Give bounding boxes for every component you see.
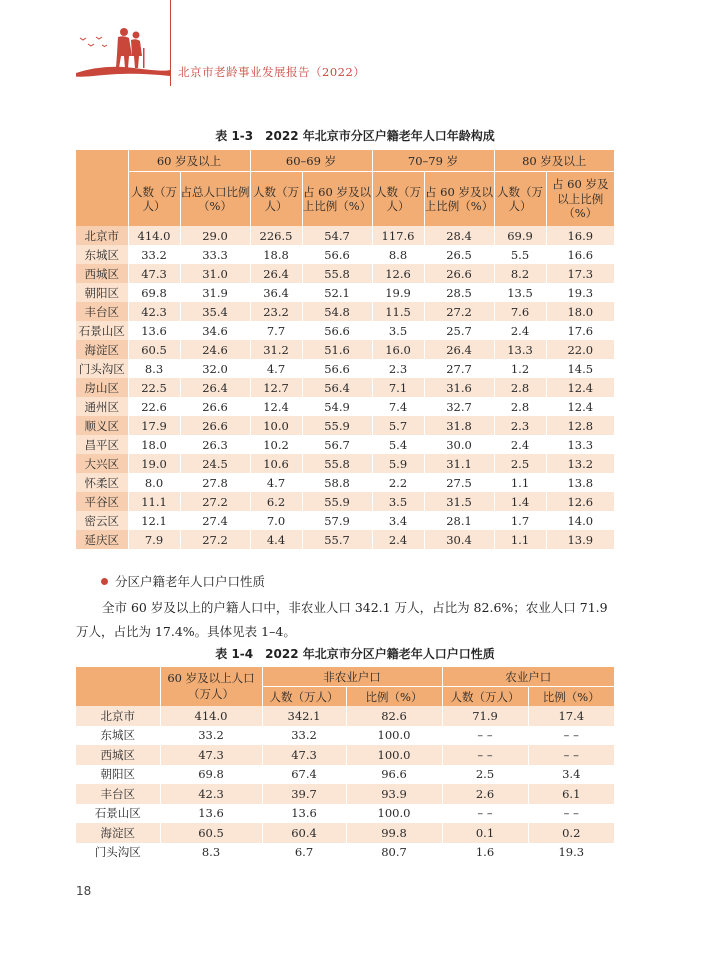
row-label: 门头沟区 — [76, 359, 128, 378]
table-cell: 1.6 — [442, 843, 528, 863]
table-cell: 35.4 — [180, 302, 250, 321]
table-cell: 24.5 — [180, 454, 250, 473]
table-cell: 39.7 — [262, 784, 346, 804]
table-cell: 6.7 — [262, 843, 346, 863]
table-cell: 27.2 — [180, 492, 250, 511]
row-label: 延庆区 — [76, 530, 128, 549]
row-label: 昌平区 — [76, 435, 128, 454]
table-cell: 36.4 — [250, 283, 302, 302]
table-cell: 7.4 — [372, 397, 424, 416]
table-cell: 55.8 — [302, 264, 372, 283]
table-1-3-caption: 表 1-3 2022 年北京市分区户籍老年人口年龄构成 — [215, 129, 495, 143]
table-row — [76, 378, 614, 397]
table-row — [76, 765, 614, 785]
column-header: 占 60 岁及以上比例（%） — [424, 172, 494, 227]
table-row — [76, 511, 614, 530]
table-cell: 26.4 — [180, 378, 250, 397]
table-cell: 27.2 — [180, 530, 250, 549]
row-label: 丰台区 — [76, 302, 128, 321]
table-cell: – – — [442, 726, 528, 746]
table-cell: 8.0 — [128, 473, 180, 492]
table-row — [76, 359, 614, 378]
table-cell: 2.4 — [494, 321, 546, 340]
table-cell: 7.9 — [128, 530, 180, 549]
column-header: 比例（%） — [346, 687, 442, 707]
table-cell: 23.2 — [250, 302, 302, 321]
row-label: 东城区 — [76, 245, 128, 264]
table-1-3 — [76, 150, 614, 549]
page-header — [0, 0, 710, 90]
table-cell: 96.6 — [346, 765, 442, 785]
table-cell: 12.4 — [546, 378, 614, 397]
column-header: 占 60 岁及以上比例（%） — [302, 172, 372, 227]
table-row — [76, 784, 614, 804]
group-header: 70–79 岁 — [372, 150, 494, 172]
table-cell: 56.6 — [302, 321, 372, 340]
table-cell: 3.5 — [372, 492, 424, 511]
table-cell: 56.7 — [302, 435, 372, 454]
table-cell: 55.9 — [302, 492, 372, 511]
table-cell: 16.9 — [546, 226, 614, 245]
column-header: 占 60 岁及以上比例（%） — [546, 172, 614, 227]
table-cell: 2.4 — [494, 435, 546, 454]
table-cell: 31.6 — [424, 378, 494, 397]
table-cell: 47.3 — [160, 745, 262, 765]
table-cell: 99.8 — [346, 823, 442, 843]
table-cell: 2.5 — [494, 454, 546, 473]
table-cell: 69.8 — [128, 283, 180, 302]
table-cell: 56.4 — [302, 378, 372, 397]
table-cell: 1.4 — [494, 492, 546, 511]
table-cell: 2.3 — [372, 359, 424, 378]
row-label: 丰台区 — [76, 784, 160, 804]
table-cell: 26.6 — [424, 264, 494, 283]
row-label: 朝阳区 — [76, 765, 160, 785]
row-label: 密云区 — [76, 511, 128, 530]
table-cell: 27.8 — [180, 473, 250, 492]
table-cell: 80.7 — [346, 843, 442, 863]
column-header: 比例（%） — [528, 687, 614, 707]
group-header: 农业户口 — [442, 667, 614, 687]
table-cell: 55.9 — [302, 416, 372, 435]
table-cell: 54.9 — [302, 397, 372, 416]
table-cell: 2.8 — [494, 378, 546, 397]
table-row — [76, 283, 614, 302]
table-cell: 3.5 — [372, 321, 424, 340]
table-cell: 17.3 — [546, 264, 614, 283]
table-row — [76, 397, 614, 416]
table-row — [76, 226, 614, 245]
section-heading — [101, 572, 265, 590]
table-cell: 31.0 — [180, 264, 250, 283]
table-cell: 26.6 — [180, 397, 250, 416]
table-cell: 55.7 — [302, 530, 372, 549]
table-row — [76, 843, 614, 863]
table-cell: 100.0 — [346, 745, 442, 765]
corner-cell — [76, 667, 160, 706]
table-cell: 26.5 — [424, 245, 494, 264]
row-label: 门头沟区 — [76, 843, 160, 863]
table-cell: 34.6 — [180, 321, 250, 340]
table-1-3-body — [76, 226, 614, 549]
table-cell: 2.6 — [442, 784, 528, 804]
table-cell: 2.5 — [442, 765, 528, 785]
table-cell: 25.7 — [424, 321, 494, 340]
table-cell: – – — [528, 745, 614, 765]
table-cell: 5.7 — [372, 416, 424, 435]
table-cell: 30.0 — [424, 435, 494, 454]
table-cell: 82.6 — [346, 706, 442, 726]
row-label: 顺义区 — [76, 416, 128, 435]
row-label: 怀柔区 — [76, 473, 128, 492]
table-cell: 67.4 — [262, 765, 346, 785]
table-cell: 7.7 — [250, 321, 302, 340]
row-label: 通州区 — [76, 397, 128, 416]
table-cell: 22.0 — [546, 340, 614, 359]
table-cell: 13.3 — [494, 340, 546, 359]
row-label: 海淀区 — [76, 340, 128, 359]
table-cell: 12.6 — [546, 492, 614, 511]
table-cell: 22.5 — [128, 378, 180, 397]
table-cell: 100.0 — [346, 804, 442, 824]
table-cell: 414.0 — [160, 706, 262, 726]
table-cell: 10.6 — [250, 454, 302, 473]
table-cell: 2.4 — [372, 530, 424, 549]
table-cell: 14.0 — [546, 511, 614, 530]
table-cell: 69.8 — [160, 765, 262, 785]
table-cell: 11.1 — [128, 492, 180, 511]
table-cell: 27.5 — [424, 473, 494, 492]
table-cell: 117.6 — [372, 226, 424, 245]
table-cell: 26.4 — [250, 264, 302, 283]
table-cell: 27.4 — [180, 511, 250, 530]
table-cell: 28.1 — [424, 511, 494, 530]
table-cell: 7.6 — [494, 302, 546, 321]
column-header: 占总人口比例（%） — [180, 172, 250, 227]
table-cell: 26.3 — [180, 435, 250, 454]
table-cell: 0.1 — [442, 823, 528, 843]
row-label: 石景山区 — [76, 321, 128, 340]
table-1-4 — [76, 667, 614, 862]
row-label: 东城区 — [76, 726, 160, 746]
table-row — [76, 245, 614, 264]
table-row — [76, 530, 614, 549]
row-label: 石景山区 — [76, 804, 160, 824]
group-header: 80 岁及以上 — [494, 150, 614, 172]
page-number: 18 — [76, 884, 92, 898]
table-row — [76, 302, 614, 321]
row-label: 平谷区 — [76, 492, 128, 511]
group-header: 60 岁及以上 — [128, 150, 250, 172]
table-cell: 226.5 — [250, 226, 302, 245]
table-cell: 27.2 — [424, 302, 494, 321]
column-header: 人数（万人） — [372, 172, 424, 227]
table-row — [76, 321, 614, 340]
row-label: 海淀区 — [76, 823, 160, 843]
table-cell: 60.5 — [128, 340, 180, 359]
table-cell: 28.4 — [424, 226, 494, 245]
table-cell: 60.5 — [160, 823, 262, 843]
column-header: 人数（万人） — [250, 172, 302, 227]
table-cell: 54.8 — [302, 302, 372, 321]
table-cell: 2.8 — [494, 397, 546, 416]
table-cell: 3.4 — [372, 511, 424, 530]
table-cell: 31.1 — [424, 454, 494, 473]
table-cell: 1.1 — [494, 530, 546, 549]
group-header: 非农业户口 — [262, 667, 442, 687]
table-cell: 19.3 — [546, 283, 614, 302]
table-cell: 31.8 — [424, 416, 494, 435]
row-label: 房山区 — [76, 378, 128, 397]
table-cell: 13.8 — [546, 473, 614, 492]
table-cell: 13.9 — [546, 530, 614, 549]
table-cell: 69.9 — [494, 226, 546, 245]
table-cell: 5.4 — [372, 435, 424, 454]
table-cell: – – — [528, 804, 614, 824]
table-cell: 10.2 — [250, 435, 302, 454]
table-cell: 8.3 — [160, 843, 262, 863]
table-cell: 26.4 — [424, 340, 494, 359]
table-cell: 47.3 — [262, 745, 346, 765]
table-cell: 27.7 — [424, 359, 494, 378]
table-cell: 31.9 — [180, 283, 250, 302]
column-header: 人数（万人） — [494, 172, 546, 227]
table-row — [76, 804, 614, 824]
table-cell: 7.1 — [372, 378, 424, 397]
table-cell: 31.5 — [424, 492, 494, 511]
table-cell: 51.6 — [302, 340, 372, 359]
table-row — [76, 264, 614, 283]
table-cell: 414.0 — [128, 226, 180, 245]
table-cell: 29.0 — [180, 226, 250, 245]
table-cell: 18.8 — [250, 245, 302, 264]
table-cell: 19.9 — [372, 283, 424, 302]
row-label: 西城区 — [76, 264, 128, 283]
table-cell: 13.6 — [262, 804, 346, 824]
table-cell: 100.0 — [346, 726, 442, 746]
table-cell: 32.0 — [180, 359, 250, 378]
row-label: 西城区 — [76, 745, 160, 765]
table-cell: 16.6 — [546, 245, 614, 264]
table-cell: 47.3 — [128, 264, 180, 283]
table-row — [76, 492, 614, 511]
table-cell: 42.3 — [160, 784, 262, 804]
table-cell: 32.7 — [424, 397, 494, 416]
table-cell: 30.4 — [424, 530, 494, 549]
table-cell: 26.6 — [180, 416, 250, 435]
table-row — [76, 823, 614, 843]
header-title: 北京市老龄事业发展报告（2022） — [178, 65, 366, 79]
table-row — [76, 726, 614, 746]
table-cell: 71.9 — [442, 706, 528, 726]
table-cell: 93.9 — [346, 784, 442, 804]
table-cell: 2.3 — [494, 416, 546, 435]
table-row — [76, 454, 614, 473]
table-cell: 4.7 — [250, 473, 302, 492]
column-header: 60 岁及以上人口（万人） — [160, 667, 262, 706]
table-cell: 58.8 — [302, 473, 372, 492]
table-cell: 4.4 — [250, 530, 302, 549]
table-cell: 55.8 — [302, 454, 372, 473]
table-cell: 14.5 — [546, 359, 614, 378]
table-cell: 13.2 — [546, 454, 614, 473]
table-cell: 33.2 — [262, 726, 346, 746]
table-cell: 7.0 — [250, 511, 302, 530]
table-cell: 2.2 — [372, 473, 424, 492]
table-cell: – – — [442, 804, 528, 824]
column-header: 人数（万人） — [128, 172, 180, 227]
table-cell: 0.2 — [528, 823, 614, 843]
table-cell: 12.8 — [546, 416, 614, 435]
elderly-couple-logo-icon — [74, 18, 170, 78]
body-paragraph: 全市 60 岁及以上的户籍人口中，非农业人口 342.1 万人，占比为 82.6%；农业人口 71.9 万人，占比为 17.4%。具体见表 1–4。 — [76, 600, 608, 639]
table-row — [76, 416, 614, 435]
table-cell: 18.0 — [546, 302, 614, 321]
table-cell: 22.6 — [128, 397, 180, 416]
table-cell: 12.7 — [250, 378, 302, 397]
table-cell: 52.1 — [302, 283, 372, 302]
table-cell: 13.5 — [494, 283, 546, 302]
table-cell: 57.9 — [302, 511, 372, 530]
table-cell: 3.4 — [528, 765, 614, 785]
row-label: 北京市 — [76, 706, 160, 726]
table-cell: 54.7 — [302, 226, 372, 245]
table-cell: 24.6 — [180, 340, 250, 359]
corner-cell — [76, 150, 128, 226]
column-header: 人数（万人） — [442, 687, 528, 707]
table-cell: 28.5 — [424, 283, 494, 302]
table-cell: 33.3 — [180, 245, 250, 264]
table-cell: 1.2 — [494, 359, 546, 378]
table-cell: 16.0 — [372, 340, 424, 359]
table-cell: 5.5 — [494, 245, 546, 264]
table-row — [76, 340, 614, 359]
table-cell: 31.2 — [250, 340, 302, 359]
table-cell: 17.4 — [528, 706, 614, 726]
table-cell: 1.7 — [494, 511, 546, 530]
table-cell: 8.2 — [494, 264, 546, 283]
table-cell: 56.6 — [302, 245, 372, 264]
table-1-4-caption: 表 1-4 2022 年北京市分区户籍老年人口户口性质 — [215, 647, 495, 661]
table-cell: 12.6 — [372, 264, 424, 283]
table-cell: 8.8 — [372, 245, 424, 264]
table-cell: 18.0 — [128, 435, 180, 454]
table-cell: 17.6 — [546, 321, 614, 340]
table-cell: 12.4 — [250, 397, 302, 416]
header-divider — [170, 0, 171, 86]
table-cell: 42.3 — [128, 302, 180, 321]
table-cell: 6.2 — [250, 492, 302, 511]
table-cell: 4.7 — [250, 359, 302, 378]
bullet-icon — [101, 578, 108, 585]
table-row — [76, 745, 614, 765]
table-cell: 33.2 — [160, 726, 262, 746]
table-cell: 10.0 — [250, 416, 302, 435]
table-cell: 5.9 — [372, 454, 424, 473]
table-cell: 8.3 — [128, 359, 180, 378]
section-heading-text: 分区户籍老年人口户口性质 — [115, 574, 266, 589]
table-cell: 342.1 — [262, 706, 346, 726]
row-label: 北京市 — [76, 226, 128, 245]
table-cell: 6.1 — [528, 784, 614, 804]
group-header: 60–69 岁 — [250, 150, 372, 172]
column-header: 人数（万人） — [262, 687, 346, 707]
table-row — [76, 435, 614, 454]
table-cell: 60.4 — [262, 823, 346, 843]
table-cell: 12.4 — [546, 397, 614, 416]
table-row — [76, 473, 614, 492]
table-cell: 33.2 — [128, 245, 180, 264]
table-row — [76, 706, 614, 726]
table-1-4-body — [76, 706, 614, 862]
table-cell: 56.6 — [302, 359, 372, 378]
table-cell: 13.3 — [546, 435, 614, 454]
table-cell: 13.6 — [160, 804, 262, 824]
row-label: 大兴区 — [76, 454, 128, 473]
table-cell: – – — [442, 745, 528, 765]
row-label: 朝阳区 — [76, 283, 128, 302]
table-cell: 17.9 — [128, 416, 180, 435]
table-cell: 1.1 — [494, 473, 546, 492]
table-cell: 11.5 — [372, 302, 424, 321]
table-cell: 13.6 — [128, 321, 180, 340]
table-cell: – – — [528, 726, 614, 746]
table-cell: 12.1 — [128, 511, 180, 530]
table-cell: 19.3 — [528, 843, 614, 863]
table-cell: 19.0 — [128, 454, 180, 473]
